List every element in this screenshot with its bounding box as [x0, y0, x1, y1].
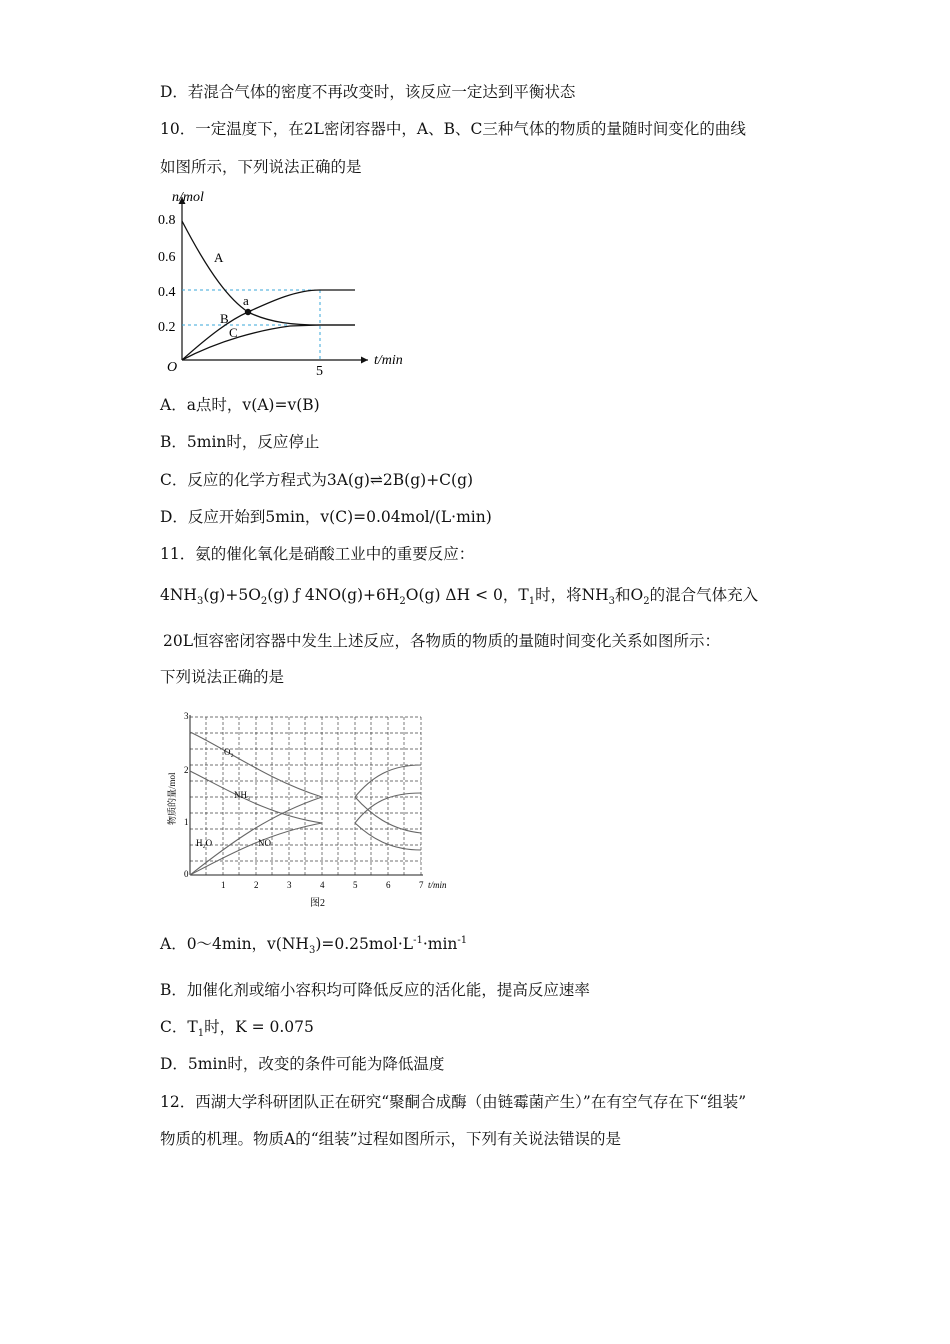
q11-xtick: 7: [419, 880, 424, 890]
q11-option-d: D．5min时，改变的条件可能为降低温度: [160, 1055, 445, 1073]
q10-option-a: A．a点时，v(A)=v(B): [160, 396, 320, 414]
q10-ylabel: n/mol: [172, 190, 204, 205]
q10-ytick: 0.4: [158, 285, 176, 300]
q11-stem-line2: 20L恒容密闭容器中发生上述反应，各物质的物质的量随时间变化关系如图所示：: [163, 632, 721, 650]
q10-option-d: D．反应开始到5min，v(C)=0.04mol/(L·min): [160, 508, 492, 526]
q11-stem-line1: 11．氨的催化氧化是硝酸工业中的重要反应：: [160, 545, 475, 563]
q11-option-a: A．0～4min，$v(NH_3)=0.25mol\cdot L^{-1}\cdot\min^{-1}$: [160, 934, 468, 957]
q12-stem-line1: 12．西湖大学科研团队正在研究“聚酮合成酶（由链霉菌产生）”在有空气存在下“组装”: [160, 1093, 747, 1111]
q11-label-nh3: NH₃: [234, 790, 251, 800]
q9-option-d: D．若混合气体的密度不再改变时，该反应一定达到平衡状态: [160, 83, 576, 101]
q10-label-c: C: [229, 325, 238, 340]
q10-xlabel: t/min: [374, 353, 403, 368]
q11-label-no: NO: [258, 838, 271, 848]
q11-ytick: 2: [184, 765, 189, 775]
q11-xtick: 6: [386, 880, 391, 890]
q11-ylabel: 物质的量/mol: [167, 772, 177, 825]
q11-caption: 图2: [310, 898, 325, 909]
q11-xtick: 3: [287, 880, 292, 890]
q10-series-a: [182, 221, 355, 325]
q10-origin: O: [167, 360, 178, 375]
q10-option-c: C．反应的化学方程式为3A(g)⇌2B(g)+C(g): [160, 471, 474, 489]
q10-ytick: 0.8: [158, 213, 176, 228]
q10-ytick: 0.6: [158, 250, 176, 265]
q10-label-b: B: [220, 311, 229, 326]
q11-xtick: 5: [353, 880, 358, 890]
q11-ytick: 0: [184, 869, 189, 879]
q12-stem-line2: 物质的机理。物质A的“组装”过程如图所示，下列有关说法错误的是: [160, 1130, 622, 1148]
q10-label-a: A: [214, 250, 224, 265]
q10-stem-line1: 10．一定温度下，在2L密闭容器中，A、B、C三种气体的物质的量随时间变化的曲线: [160, 120, 746, 138]
q11-xtick: 2: [254, 880, 259, 890]
q10-option-b: B．5min时，反应停止: [160, 433, 320, 451]
q11-xlabel: t/min: [428, 880, 447, 890]
q10-chart: [150, 185, 420, 385]
q11-chart: [158, 705, 458, 915]
q10-point-a: [245, 309, 251, 315]
q11-stem-line3: 下列说法正确的是: [160, 668, 285, 686]
q11-ytick: 3: [184, 711, 189, 721]
q11-xtick: 4: [320, 880, 325, 890]
q11-equation: $4NH_3(g)+5O_2(g)$ ƒ $4NO(g)+6H_2O(g) \Delta H < 0$，$T_1$时，将$NH_3$和$O_2$的混合气体充入: [160, 586, 759, 608]
q10-xtick: 5: [316, 364, 323, 379]
q11-xtick: 1: [221, 880, 226, 890]
q11-grid: [190, 717, 421, 875]
q11-label-o2: O₂: [224, 747, 234, 757]
q10-series-c: [182, 325, 355, 360]
q10-stem-line2: 如图所示，下列说法正确的是: [160, 158, 362, 176]
q11-ytick: 1: [184, 817, 189, 827]
q11-option-c: C．$T_1$时，K = 0.075: [160, 1018, 314, 1040]
q10-point-label: a: [243, 293, 249, 308]
q11-label-h2o: H₂O: [196, 838, 213, 848]
q10-ytick: 0.2: [158, 320, 176, 335]
q11-option-b: B．加催化剂或缩小容积均可降低反应的活化能，提高反应速率: [160, 981, 590, 999]
